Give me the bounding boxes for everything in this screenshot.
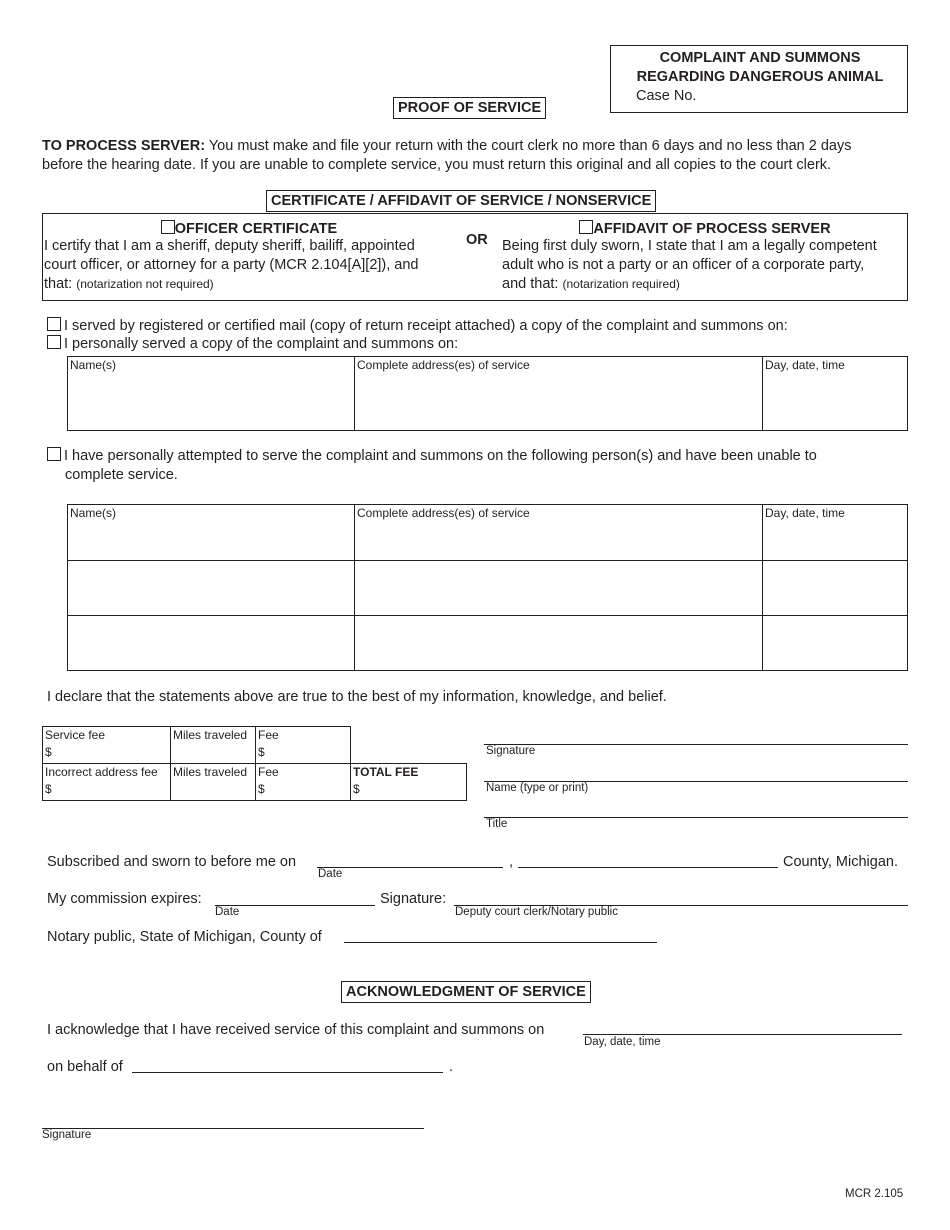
total-fee-cell[interactable] (351, 764, 467, 801)
affidavit-title: AFFIDAVIT OF PROCESS SERVER (593, 221, 831, 237)
notary-county-line[interactable] (344, 942, 657, 943)
officer-certificate (44, 220, 454, 294)
personal-service-checkbox[interactable] (47, 335, 61, 349)
commission-date-label: Date (215, 906, 240, 918)
attempted-names-cell[interactable] (68, 505, 355, 561)
signature-label: Signature (486, 745, 536, 757)
attempted-address-cell-2[interactable] (355, 561, 763, 616)
acknowledgment-signature-label: Signature (42, 1129, 92, 1141)
fee-cell-2[interactable] (256, 764, 351, 801)
subscribed-label: Subscribed and sworn to before me on (47, 854, 297, 870)
attempted-datetime-cell-3[interactable] (763, 616, 908, 671)
served-names-header: Name(s) (70, 358, 117, 372)
affidavit-note: (notarization required) (562, 277, 680, 291)
incorrect-address-fee-cell[interactable] (43, 764, 171, 801)
fee-label-2: Fee (258, 765, 279, 779)
commission-label: My commission expires: (47, 891, 202, 907)
officer-line2: court officer, or attorney for a party (MCR 2.104[A][2]), and (44, 257, 419, 273)
total-fee-label: TOTAL FEE (353, 765, 419, 779)
affidavit-process-server (502, 220, 908, 294)
served-address-cell[interactable] (355, 357, 763, 431)
signature-line[interactable] (484, 744, 908, 745)
process-server-instructions (42, 137, 912, 175)
declaration-text: I declare that the statements above are true to the best of my information, knowledge, and belief. (47, 689, 667, 705)
attempted-names-cell-2[interactable] (68, 561, 355, 616)
miles-traveled-label-2: Miles traveled (173, 765, 248, 779)
instructions-line1: You must make and file your return with the court clerk no more than 6 days and no less than 2 days (208, 138, 852, 154)
on-behalf-line[interactable] (132, 1072, 443, 1073)
county-michigan-label: County, Michigan. (783, 854, 898, 870)
attempted-datetime-cell-2[interactable] (763, 561, 908, 616)
personal-service-label: I personally served a copy of the complaint and summons on: (64, 336, 459, 352)
miles-traveled-cell[interactable] (171, 727, 256, 764)
acknowledgment-signature-line[interactable] (42, 1128, 424, 1129)
form-code: MCR 2.105 (845, 1188, 904, 1200)
served-names-cell[interactable] (68, 357, 355, 431)
mail-service-option (47, 317, 788, 336)
attempted-address-cell[interactable] (355, 505, 763, 561)
attempted-datetime-cell[interactable] (763, 505, 908, 561)
attempted-names-cell-3[interactable] (68, 616, 355, 671)
certificate-heading: CERTIFICATE / AFFIDAVIT OF SERVICE / NONSERVICE (266, 190, 656, 212)
table-row (68, 561, 908, 616)
acknowledgment-heading: ACKNOWLEDGMENT OF SERVICE (341, 981, 591, 1003)
affidavit-line2: adult who is not a party or an officer of a corporate party, (502, 257, 865, 273)
title-line[interactable] (484, 817, 908, 818)
fee-table (42, 726, 467, 801)
subscribed-date-label: Date (318, 868, 343, 880)
name-label: Name (type or print) (486, 782, 589, 794)
served-datetime-cell[interactable] (763, 357, 908, 431)
title-label: Title (486, 818, 508, 830)
service-fee-cell[interactable] (43, 727, 171, 764)
case-title-line1: COMPLAINT AND SUMMONS (659, 50, 861, 66)
total-fee-currency: $ (353, 782, 360, 796)
instructions-lead: TO PROCESS SERVER: (42, 138, 206, 154)
on-behalf-label: on behalf of (47, 1059, 123, 1075)
attempted-address-cell-3[interactable] (355, 616, 763, 671)
officer-certificate-title: OFFICER CERTIFICATE (174, 221, 338, 237)
personal-service-option (47, 335, 458, 354)
fee-currency: $ (258, 745, 265, 759)
incorrect-address-fee-label: Incorrect address fee (45, 765, 158, 779)
incorrect-address-currency: $ (45, 782, 52, 796)
served-datetime-header: Day, date, time (765, 358, 845, 372)
attempted-service-checkbox[interactable] (47, 447, 61, 461)
fee-cell[interactable] (256, 727, 351, 764)
or-label: OR (466, 232, 488, 248)
on-behalf-period: . (449, 1059, 454, 1075)
attempted-datetime-header: Day, date, time (765, 506, 845, 520)
affidavit-line1: Being first duly sworn, I state that I am a legally competent (502, 238, 877, 254)
officer-line3: that: (44, 276, 73, 292)
officer-line1: I certify that I am a sheriff, deputy sheriff, bailiff, appointed (44, 238, 415, 254)
case-no-label: Case No. (636, 88, 697, 104)
attempted-table (67, 504, 908, 671)
officer-note: (notarization not required) (76, 277, 214, 291)
notary-signature-label: Signature: (380, 891, 447, 907)
case-title-line2: REGARDING DANGEROUS ANIMAL (636, 69, 884, 85)
affidavit-checkbox[interactable] (579, 220, 593, 234)
subscribed-comma: , (509, 854, 514, 870)
service-fee-currency: $ (45, 745, 52, 759)
instructions-line2: before the hearing date. If you are unable to complete service, you must return this original and all copies to the court clerk. (42, 157, 832, 173)
case-no-field[interactable] (711, 88, 901, 106)
fee-currency-2: $ (258, 782, 265, 796)
attempted-address-header: Complete address(es) of service (357, 506, 530, 520)
service-fee-label: Service fee (45, 728, 106, 742)
miles-traveled-label: Miles traveled (173, 728, 248, 742)
subscribed-date-line[interactable] (317, 867, 503, 868)
county-line[interactable] (518, 867, 778, 868)
case-title-box (610, 45, 908, 113)
proof-of-service-title: PROOF OF SERVICE (393, 97, 546, 119)
notary-county-label: Notary public, State of Michigan, County of (47, 929, 322, 945)
officer-certificate-checkbox[interactable] (161, 220, 175, 234)
miles-traveled-cell-2[interactable] (171, 764, 256, 801)
mail-service-checkbox[interactable] (47, 317, 61, 331)
table-row (68, 616, 908, 671)
acknowledgment-date-line[interactable] (583, 1034, 902, 1035)
fee-label: Fee (258, 728, 279, 742)
acknowledgment-date-label: Day, date, time (584, 1036, 661, 1048)
attempted-names-header: Name(s) (70, 506, 117, 520)
certificate-box (42, 213, 908, 301)
acknowledgment-text: I acknowledge that I have received service of this complaint and summons on (47, 1022, 545, 1038)
mail-service-label: I served by registered or certified mail (copy of return receipt attached) a copy of the complaint and summons on: (64, 318, 788, 334)
served-table (67, 356, 908, 431)
deputy-label: Deputy court clerk/Notary public (455, 906, 618, 918)
affidavit-line3: and that: (502, 276, 559, 292)
served-address-header: Complete address(es) of service (357, 358, 530, 372)
attempted-service-line1: I have personally attempted to serve the complaint and summons on the following person(s) and have been unable to (64, 448, 817, 464)
attempted-service-option (47, 447, 907, 485)
attempted-service-line2: complete service. (65, 467, 178, 483)
